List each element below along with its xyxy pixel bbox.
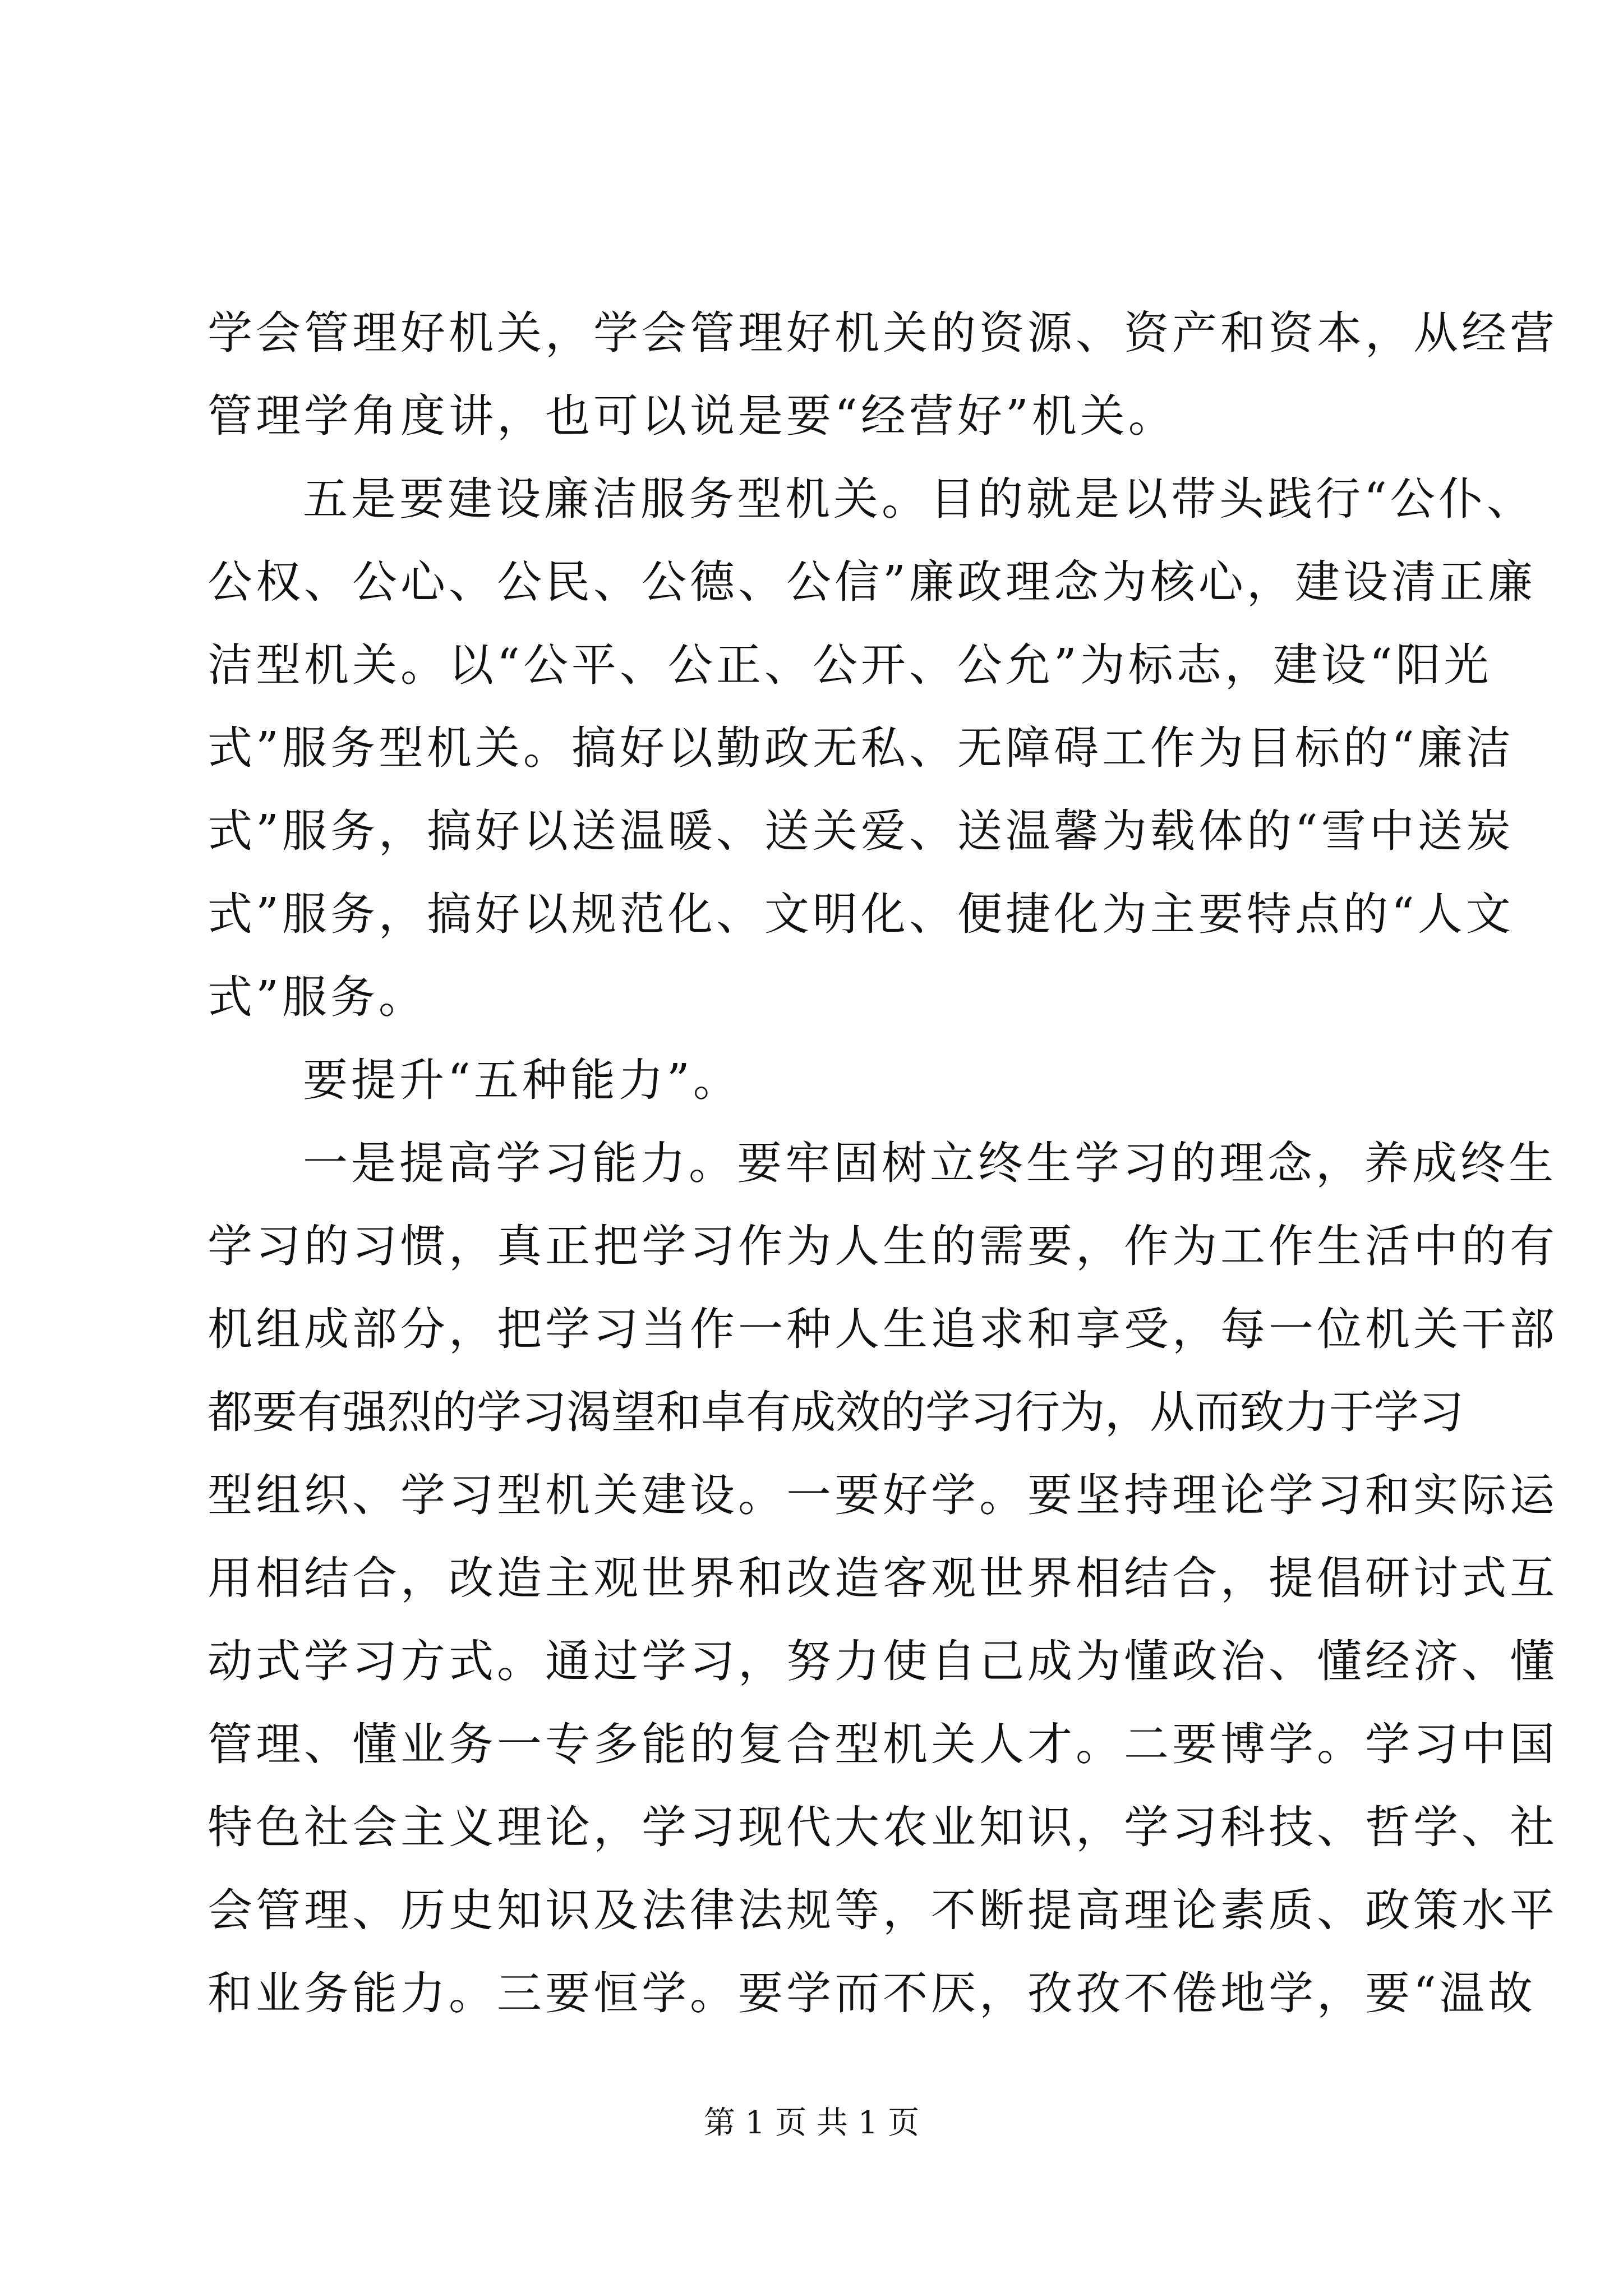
text-line: 特色社会主义理论，学习现代大农业知识，学习科技、哲学、社 — [208, 1801, 1558, 1853]
text-line: 式”服务。 — [208, 971, 427, 1023]
text-line: 管理学角度讲，也可以说是要“经营好”机关。 — [208, 390, 1177, 442]
paragraph-first-line: 五是要建设廉洁服务型机关。目的就是以带头践行“公仆、 — [303, 473, 1535, 525]
text-line: 用相结合，改造主观世界和改造客观世界相结合，提倡研讨式互 — [208, 1552, 1558, 1604]
text-line: 式”服务，搞好以规范化、文明化、便捷化为主要特点的“人文 — [208, 888, 1514, 940]
text-line: 公权、公心、公民、公德、公信”廉政理念为核心，建设清正廉 — [208, 556, 1536, 608]
text-line: 管理、懂业务一专多能的复合型机关人才。二要博学。学习中国 — [208, 1718, 1558, 1770]
text-line: 式”服务型机关。搞好以勤政无私、无障碍工作为目标的“廉洁 — [208, 722, 1514, 774]
paragraph-first-line: 一是提高学习能力。要牢固树立终生学习的理念，养成终生 — [303, 1137, 1557, 1189]
text-line: 会管理、历史知识及法律法规等，不断提高理论素质、政策水平 — [208, 1884, 1558, 1936]
text-line: 学会管理好机关，学会管理好机关的资源、资产和资本，从经营 — [208, 307, 1558, 359]
text-line: 洁型机关。以“公平、公正、公开、公允”为标志，建设“阳光 — [208, 639, 1492, 691]
page-number-label: 第 1 页 共 1 页 — [703, 2105, 920, 2141]
text-line: 式”服务，搞好以送温暖、送关爱、送温馨为载体的“雪中送炭 — [208, 805, 1514, 857]
text-line: 型组织、学习型机关建设。一要好学。要坚持理论学习和实际运 — [208, 1469, 1558, 1521]
page-footer — [0, 2101, 1623, 2146]
text-line: 动式学习方式。通过学习，努力使自己成为懂政治、懂经济、懂 — [208, 1635, 1558, 1687]
text-line: 和业务能力。三要恒学。要学而不厌，孜孜不倦地学，要“温故 — [208, 1967, 1536, 2019]
text-line: 学习的习惯，真正把学习作为人生的需要，作为工作生活中的有 — [208, 1220, 1558, 1272]
document-body — [208, 292, 1558, 2035]
text-line: 机组成部分，把学习当作一种人生追求和享受，每一位机关干部 — [208, 1303, 1558, 1355]
text-line: 都要有强烈的学习渴望和卓有成效的学习行为，从而致力于学习 — [208, 1386, 1464, 1438]
paragraph-first-line: 要提升“五种能力”。 — [303, 1054, 741, 1106]
